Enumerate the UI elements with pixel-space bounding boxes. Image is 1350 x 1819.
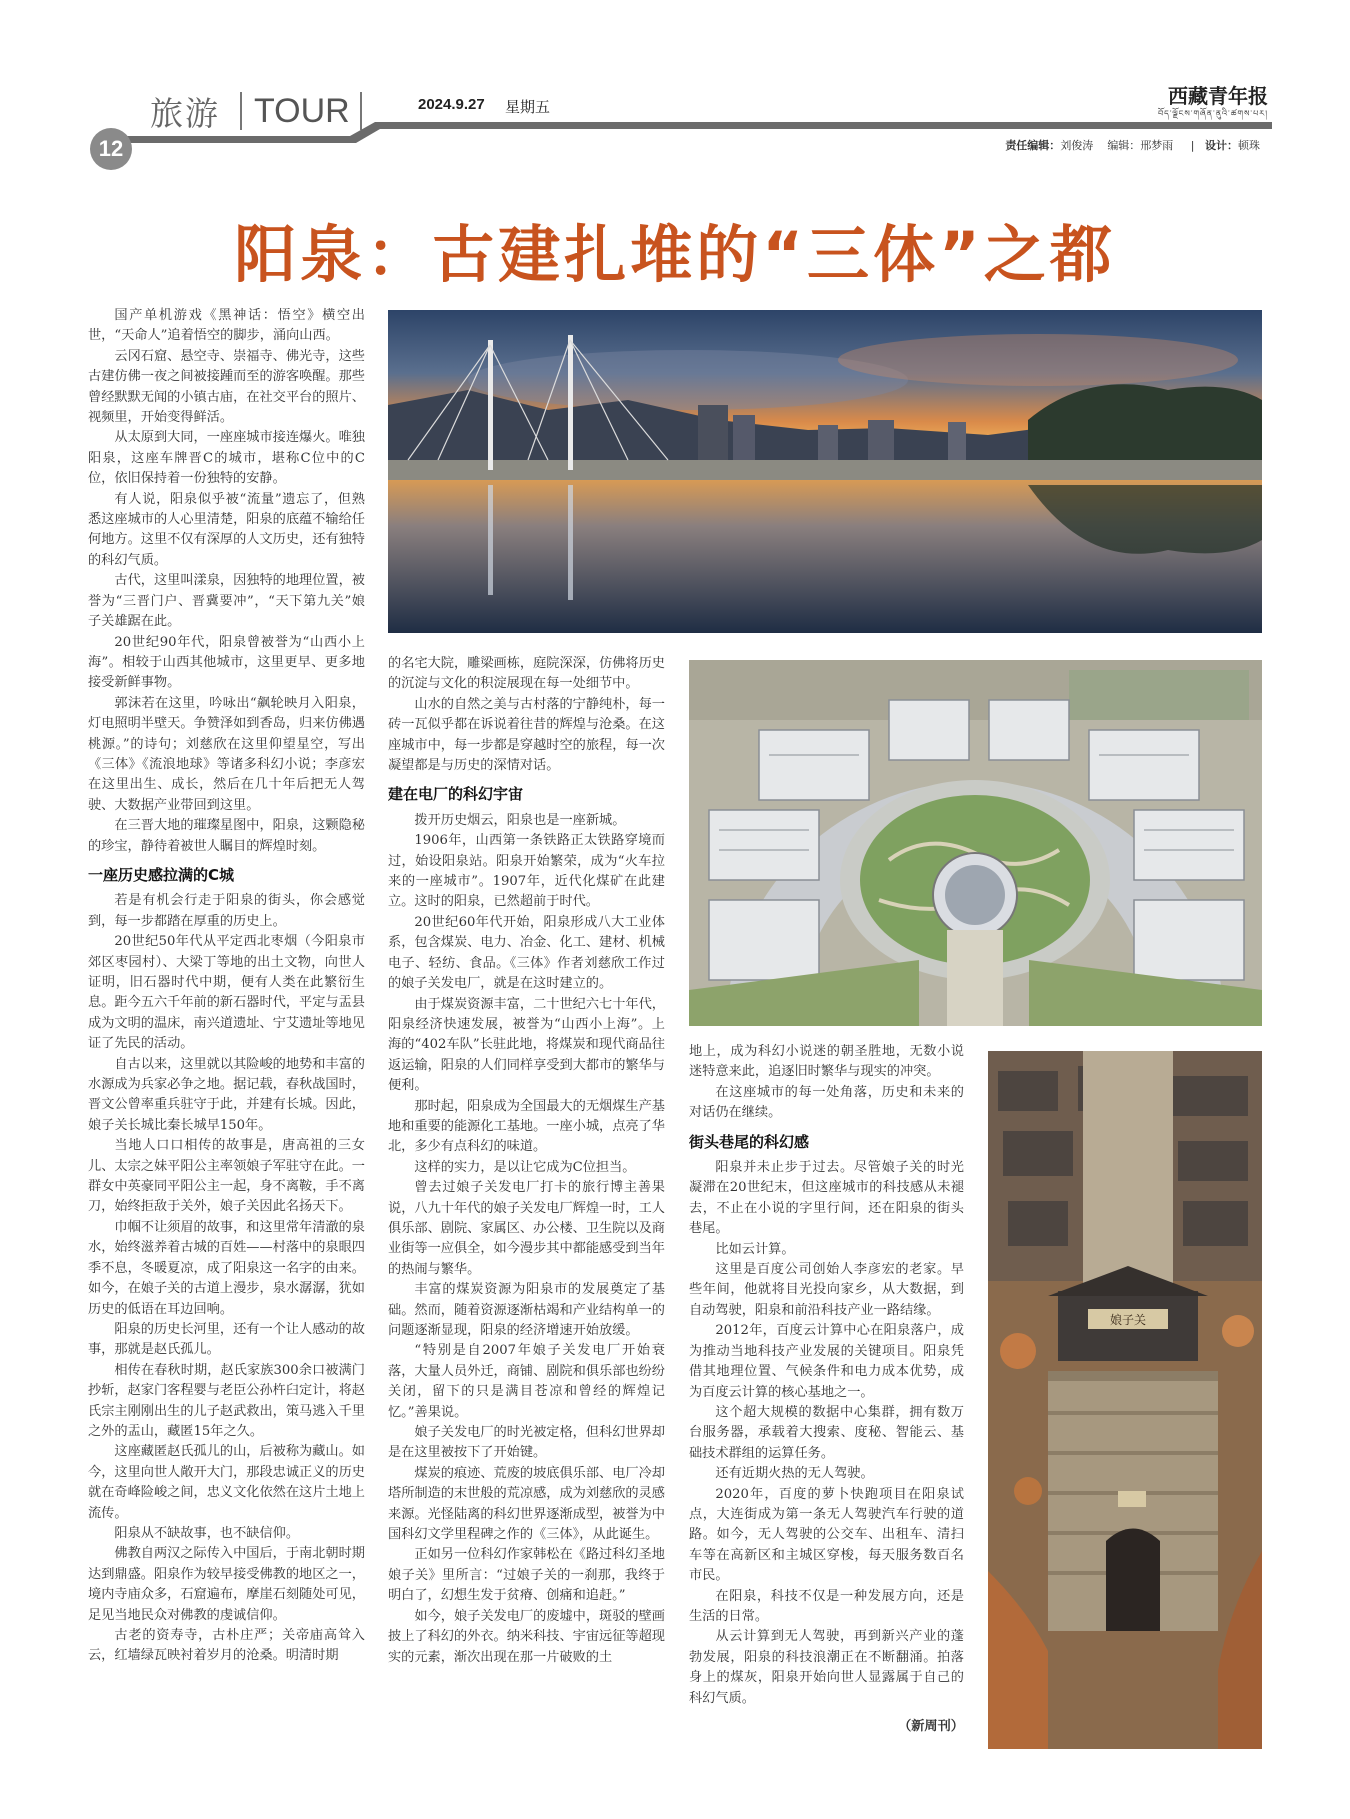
article-headline: 阳泉：古建扎堆的“三体”之都 [234, 218, 1116, 291]
subheading: 建在电厂的科幻宇宙 [388, 785, 524, 804]
subheading: 街头巷尾的科幻感 [689, 1132, 810, 1151]
article-column-2: 的名宅大院，雕梁画栋，庭院深深，仿佛将历史的沉淀与文化的积淀展现在每一处细节中。 山水的自然之美与古村落的宁静纯朴，每一砖一瓦似乎都在诉说着往昔的辉煌与沧桑。在这座城市中，每一步都是穿越时空的旅程，每一次凝望都是与历史的深情对话。 建在电厂的科幻宇宙 拨开历史烟云，阳泉也是一座新城。 1906年，山西第一条铁路正太铁路穿境而过，始设阳泉站。阳泉开始繁荣，成为“火车拉来的一座城市”。1907年，近代化煤矿在此建立。这时的阳泉，已然超前于时代。 20世纪60年代开始，阳泉形成八大工业体系，包含煤炭、电力、冶金、化工、建材、机械电子、轻纺、食品。《三体》作者刘慈欣工作过的娘子关发电厂，就是在这时建立的。 由于煤炭资源丰富，二十世纪六七十年代，阳泉经济快速发展，被誉为“山西小上海”。上海的“402车队”长驻此地，将煤炭和现代商品往返运输，阳泉的人们同样享受到大都市的繁华与便利。 那时起，阳泉成为全国最大的无烟煤生产基地和重要的能源化工基地。一座小城，点亮了华北，多少有点科幻的味道。 这样的实力，是以让它成为C位担当。 曾去过娘子关发电厂打卡的旅行博主善果说，八九十年代的娘子关发电厂辉煌一时，工人俱乐部、剧院、家属区、办公楼、卫生院以及商业街等一应俱全，如今漫步其中都能感受到当年的热闹与繁华。 丰富的煤炭资源为阳泉市的发展奠定了基础。然而，随着资源逐渐枯竭和产业结构单一的问题逐渐显现，阳泉的经济增速开始放缓。 “特别是自2007年娘子关发电厂开始衰落，大量人员外迁，商铺、剧院和俱乐部也纷纷关闭，留下的只是满目苍凉和曾经的辉煌记忆。”善果说。 娘子关发电厂的时光被定格，但科幻世界却是在这里被按下了开始键。 煤炭的痕迹、荒废的坡底俱乐部、电厂冷却塔所制造的末世般的荒凉感，成为刘慈欣的灵感来源。光怪陆离的科幻世界逐渐成型，被誉为中国科幻文学里程碑之作的《三体》，从此诞生。 正如另一位科幻作家韩松在《路过科幻圣地娘子关》里所言：“过娘子关的一刹那，我终于明白了，幻想生发于贫瘠、创痛和追赶。” 如今，娘子关发电厂的废墟中，斑驳的壁画披上了科幻的外衣。纳米科技、宇宙远征等超现实的元素，渐次出现在那一片破败的土 [388, 656, 665, 1665]
editor-credits: 责任编辑：刘俊涛 编辑：邢梦雨 | 设计：顿珠 [1005, 139, 1260, 152]
article-column-1: 国产单机游戏《黑神话：悟空》横空出世，“天命人”追着悟空的脚步，涌向山西。 云冈石窟、悬空寺、崇福寺、佛光寺，这些古建仿佛一夜之间被接踵而至的游客唤醒。那些曾经默默无闻的小镇古庙，在社交平台的照片、视频里，开始变得鲜活。 从太原到大同，一座座城市接连爆火。唯独阳泉，这座车牌晋C的城市，堪称C位中的C位，依旧保持着一份独特的安静。 有人说，阳泉似乎被“流量”遗忘了，但熟悉这座城市的人心里清楚，阳泉的底蕴不输给任何地方。这里不仅有深厚的人文历史，还有独特的科幻气质。 古代，这里叫漾泉，因独特的地理位置，被誉为“三晋门户、晋冀要冲”，“天下第九关”娘子关雄踞在此。 20世纪90年代，阳泉曾被誉为“山西小上海”。相较于山西其他城市，这里更早、更多地接受新鲜事物。 郭沫若在这里，吟咏出“飙轮映月入阳泉，灯电照明半壁天。争赞泽如到香岛，归来仿佛遇桃源。”的诗句；刘慈欣在这里仰望星空，写出《三体》《流浪地球》等诸多科幻小说；李彦宏在这里出生、成长，然后在几十年后把无人驾驶、大数据产业带回到这里。 在三晋大地的璀璨星图中，阳泉，这颗隐秘的珍宝，静待着被世人瞩目的辉煌时刻。 一座历史感拉满的C城 若是有机会行走于阳泉的街头，你会感觉到，每一步都踏在厚重的历史上。 20世纪50年代从平定西北枣烟（今阳泉市郊区枣园村）、大梁丁等地的出土文物，向世人证明，旧石器时代中期，便有人类在此繁衍生息。距今五六千年前的新石器时代，平定与盂县成为文明的温床，南兴道遗址、宁艾遗址等地见证了先民的活动。 自古以来，这里就以其险峻的地势和丰富的水源成为兵家必争之地。据记载，春秋战国时，晋文公曾率重兵驻守于此，并建有长城。因此，娘子关长城比秦长城早150年。 当地人口口相传的故事是，唐高祖的三女儿、太宗之妹平阳公主率领娘子军驻守在此。一群女中英豪同平阳公主一起，身不离鞍，手不离刀，始终拒敌于关外，娘子关因此名扬天下。 巾帼不让须眉的故事，和这里常年清澈的泉水，始终滋养着古城的百姓——村落中的泉眼四季不息，冬暖夏凉，成了阳泉这一名字的由来。如今，在娘子关的古道上漫步，泉水潺潺，犹如历史的低语在耳边回响。 阳泉的历史长河里，还有一个让人感动的故事，那就是赵氏孤儿。 相传在春秋时期，赵氏家族300余口被满门抄斩，赵家门客程婴与老臣公孙杵臼定计，将赵氏宗主刚刚出生的儿子赵武救出，策马逃入千里之外的盂山，藏匿15年之久。 这座藏匿赵氏孤儿的山，后被称为藏山。如今，这里向世人敞开大门，那段忠诚正义的历史就在奇峰险峻之间，忠义文化依然在这片土地上流传。 阳泉从不缺故事，也不缺信仰。 佛教自两汉之际传入中国后，于南北朝时期达到鼎盛。阳泉作为较早接受佛教的地区之一，境内寺庙众多，石窟遍布，摩崖石刻随处可见，足见当地民众对佛教的虔诚信仰。 古老的资寿寺，古朴庄严；关帝庙高耸入云，红墙绿瓦映衬着岁月的沧桑。明清时期 [88, 308, 365, 1664]
issue-date: 2024.9.27 [418, 96, 485, 113]
article-source: （新周刊） [898, 1719, 964, 1734]
section-title-en: TOUR [254, 92, 350, 130]
photo-river-sunset [388, 310, 1262, 633]
newspaper-name: 西藏青年报 [1168, 84, 1268, 108]
subheading: 一座历史感拉满的C城 [88, 865, 235, 884]
photo-ancient-gate-aerial [988, 1051, 1262, 1749]
newspaper-name-tibetan: བོད་ལྗོངས་གཞོན་ནུའི་ཚགས་པར། [1158, 109, 1268, 118]
issue-weekday: 星期五 [505, 98, 551, 116]
photo-data-center-aerial [689, 660, 1262, 1026]
gate-plaque-text: 娘子关 [1109, 1313, 1147, 1327]
section-title-cn: 旅游 [150, 94, 220, 133]
article-column-3: 地上，成为科幻小说迷的朝圣胜地，无数小说迷特意来此，追逐旧时繁华与现实的冲突。 在这座城市的每一处角落，历史和未来的对话仍在继续。 街头巷尾的科幻感 阳泉并未止步于过去。尽管娘子关的时光凝滞在20世纪末，但这座城市的科技感从未褪去，不止在小说的字里行间，还在阳泉的街头巷尾。 比如云计算。 这里是百度公司创始人李彦宏的老家。早些年间，他就将目光投向家乡，从大数据，到自动驾驶，阳泉和前沿科技产业一路结缘。 2012年，百度云计算中心在阳泉落户，成为推动当地科技产业发展的关键项目。阳泉凭借其地理位置、气候条件和电力成本优势，成为百度云计算的核心基地之一。 这个超大规模的数据中心集群，拥有数万台服务器，承载着大搜索、度秘、智能云、基础技术群组的运算任务。 还有近期火热的无人驾驶。 2020年，百度的萝卜快跑项目在阳泉试点，大连街成为第一条无人驾驶汽车行驶的道路。如今，无人驾驶的公交车、出租车、清扫车等在高新区和主城区穿梭，每天服务数百名市民。 在阳泉，科技不仅是一种发展方向，还是生活的日常。 从云计算到无人驾驶，再到新兴产业的蓬勃发展，阳泉的科技浪潮正在不断翻涌。拍落身上的煤灰，阳泉开始向世人显露属于自己的科幻气质。 （新周刊） [689, 1042, 964, 1737]
page-number: 12 [90, 128, 132, 170]
